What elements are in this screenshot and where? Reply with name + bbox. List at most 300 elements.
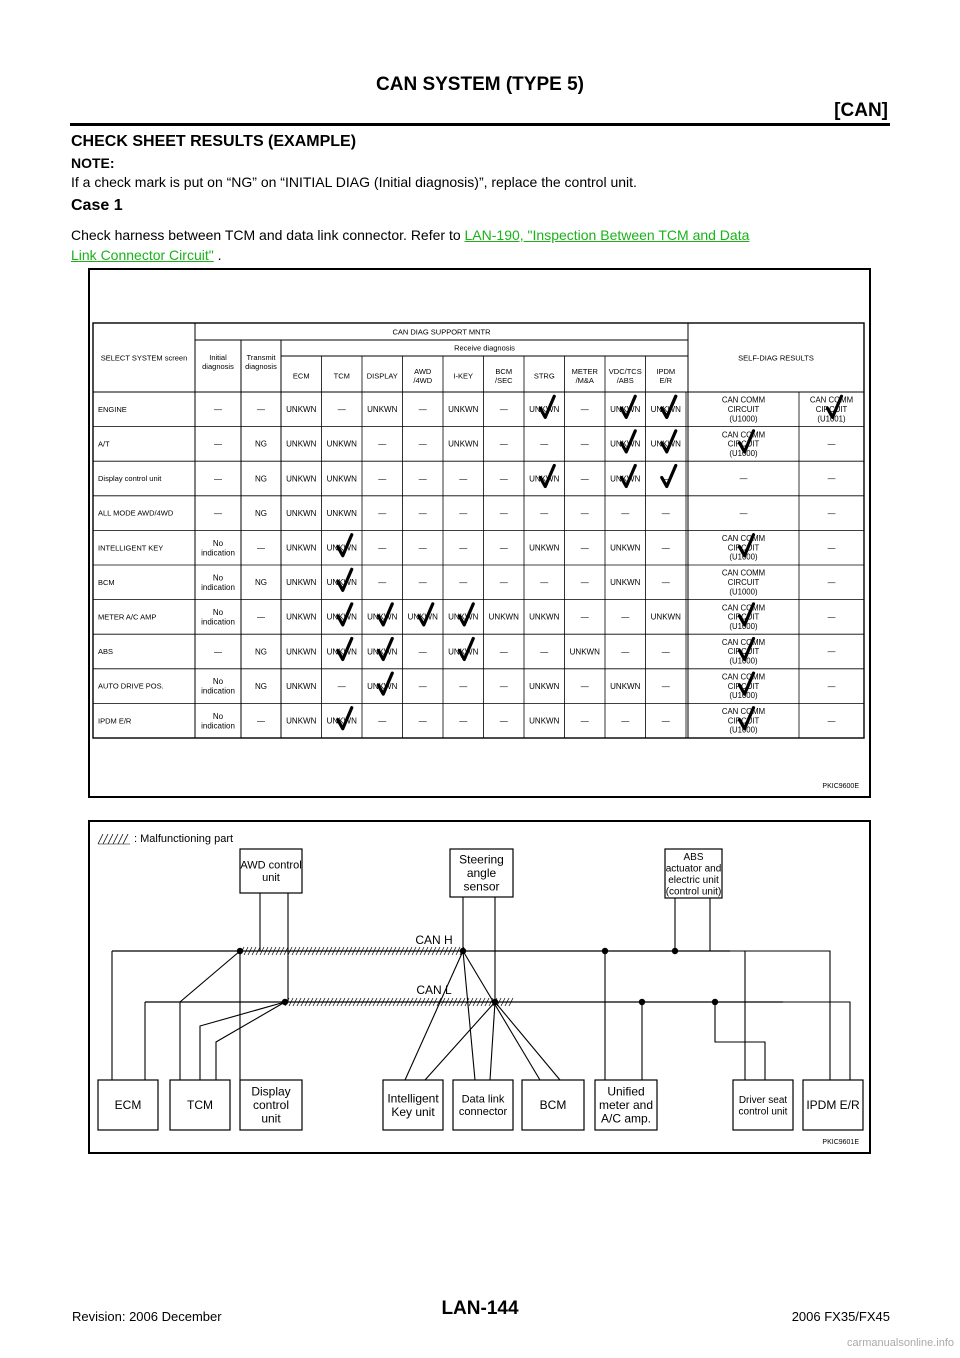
transmit-diagnosis-cell-line: — [257,612,265,622]
receive-diagnosis-cell-line: — [580,681,589,691]
receive-diagnosis-cell [459,509,467,518]
self-diag-result-1-line: (U1000) [729,552,758,562]
self-diag-result-1-line: — [739,508,748,518]
receive-diagnosis-cell [529,613,559,622]
self-diag-result-1 [722,534,765,562]
receive-diagnosis-cell [500,647,508,656]
receive-diagnosis-cell-line: — [580,508,589,518]
transmit-diagnosis-cell-line: NG [255,578,267,588]
receive-diagnosis-cell [378,509,386,518]
transmit-diagnosis-cell [255,647,267,656]
section-tag: [CAN] [834,100,888,121]
receive-diagnosis-cell-line: — [418,439,427,449]
receive-diagnosis-cell-line: UNKWN [569,647,600,657]
receive-diagnosis-cell [378,474,386,483]
receive-diagnosis-cell-line: UNKWN [326,647,357,657]
receive-diagnosis-cell-line: — [580,474,589,484]
receive-column-header-line: /ABS [616,376,634,386]
receive-diagnosis-cell [286,717,316,726]
can-h-label [415,933,452,947]
harness-wire [216,1002,285,1080]
receive-diagnosis-cell-line: — [418,543,427,553]
receive-diagnosis-cell-line: UNKWN [326,508,357,518]
receive-diagnosis-cell-line: UNKWN [367,647,398,657]
receive-diagnosis-cell-line: UNKWN [367,681,398,691]
self-diag-result-2 [828,716,836,725]
receive-column-header [334,372,350,381]
receive-diagnosis-cell-line: UNKWN [326,543,357,553]
hatch-line [113,834,118,844]
receive-diagnosis-cell-line: UNKWN [610,543,641,553]
harness-wire [715,1002,765,1080]
case-text-end: . [213,247,222,263]
receive-diagnosis-cell [419,682,427,691]
receive-diagnosis-cell-line: — [418,405,427,415]
harness-wire [180,951,240,1080]
receive-diagnosis-cell [327,474,357,483]
receive-diagnosis-cell [419,717,427,726]
display-control-unit-box-label-line: control [252,1098,290,1113]
receive-diagnosis-cell [459,578,467,587]
select-system-header-line: SELECT SYSTEM screen [100,353,188,363]
self-diag-header-line: SELF-DIAG RESULTS [738,353,814,363]
initial-diagnosis-cell [201,573,235,592]
table-row-name-line: ABS [98,647,114,657]
receive-diagnosis-cell-line: UNKWN [488,612,519,622]
page-title: CAN SYSTEM (TYPE 5) [376,74,584,95]
can-diagram-figure [88,820,871,1154]
receive-diagnosis-cell [367,405,397,414]
receive-diagnosis-cell-line: — [418,474,427,484]
self-diag-result-2 [828,578,836,587]
self-diag-result-2-line: CAN COMM [809,395,854,405]
receive-diagnosis-cell-line: UNKWN [286,647,317,657]
receive-diagnosis-cell [378,440,386,449]
receive-diagnosis-cell-line: — [540,578,549,588]
transmit-diagnosis-header-line: diagnosis [245,362,277,372]
receive-diagnosis-cell [662,544,670,553]
hatch-line [103,834,108,844]
receive-diagnosis-cell-line: — [459,716,468,726]
self-diag-result-1-line: (U1000) [729,448,758,458]
driver-seat-control-unit-box-label-line: control unit [738,1106,788,1118]
receive-column-header [413,367,432,385]
receive-diagnosis-cell-line: UNKWN [529,543,560,553]
harness-wire [463,951,475,1080]
receive-diagnosis-cell [540,440,548,449]
transmit-diagnosis-cell [255,509,267,518]
receive-diagnosis-cell-line: — [378,474,387,484]
receive-column-header [534,372,555,381]
receive-diagnosis-cell-line: — [418,508,427,518]
table-row-name-line: INTELLIGENT KEY [98,543,164,553]
receive-column-header-line: /M&A [575,376,594,386]
hatch-line [123,834,128,844]
receive-diagnosis-cell [500,544,508,553]
receive-diagnosis-cell-line: — [459,474,468,484]
receive-diagnosis-cell-line: — [661,681,670,691]
self-diag-result-1-line: CAN COMM [721,568,766,578]
receive-diagnosis-cell [610,578,640,587]
self-diag-result-1-line: (U1000) [729,725,758,735]
self-diag-result-2-line: — [827,543,836,553]
self-diag-result-1-line: CIRCUIT [727,578,760,588]
receive-diagnosis-cell-line: — [621,612,630,622]
note-text: If a check mark is put on “NG” on “INITIAL DIAG (Initial diagnosis)”, replace the control unit. [71,174,637,190]
display-control-unit-box-label-line: Display [251,1084,291,1099]
figure-id: PKIC9601E [822,1139,859,1146]
self-diag-result-1-line: — [739,474,748,484]
receive-diagnosis-cell [419,544,427,553]
steering-angle-sensor-box-label-line: Steering [459,852,504,867]
transmit-diagnosis-cell [257,405,265,414]
ecm-box-label [115,1098,142,1112]
receive-diagnosis-cell-line: — [499,474,508,484]
self-diag-result-1-line: (U1000) [729,587,758,597]
hatch-line [98,834,103,844]
junction-dot [602,948,608,954]
receive-diagnosis-cell-line: — [499,681,508,691]
receive-diagnosis-cell [286,440,316,449]
malfunction-legend-icon [98,834,130,844]
self-diag-result-1-line: CAN COMM [721,395,766,405]
figure-id: PKIC9600E [822,783,859,790]
self-diag-result-1-line: CIRCUIT [727,405,760,415]
case-text [71,225,901,265]
receive-diagnosis-cell [529,682,559,691]
receive-diagnosis-cell [327,509,357,518]
receive-diagnosis-cell [621,613,629,622]
table-row-name [98,509,174,518]
table-row-name [98,613,156,622]
receive-column-header [367,372,398,381]
receive-column-header-line: DISPLAY [366,371,398,381]
self-diag-result-1 [722,603,765,631]
receive-diagnosis-cell [378,717,386,726]
initial-diagnosis-cell [214,440,222,449]
self-diag-result-1-line: (U1000) [729,414,758,424]
receive-diagnosis-cell [286,647,316,656]
receive-diagnosis-cell-line: UNKWN [286,681,317,691]
self-diag-result-2-line: — [827,439,836,449]
receive-diagnosis-cell [286,509,316,518]
receive-diagnosis-cell [500,717,508,726]
data-link-connector-box-label [459,1094,508,1119]
self-diag-result-2 [828,682,836,691]
receive-column-header-line: /SEC [494,376,513,386]
receive-diagnosis-cell [610,544,640,553]
table-row-name-line: METER A/C AMP [98,612,157,622]
unified-meter-box-label-line: A/C amp. [600,1111,652,1126]
bcm-box-label [540,1098,567,1112]
self-diag-result-2 [810,396,853,424]
ipdm-er-box-label [806,1098,860,1112]
table-row-name [98,578,115,587]
receive-diagnosis-cell-line: UNKWN [286,405,317,415]
receive-diagnosis-cell-line: UNKWN [367,405,398,415]
data-link-connector-box-label-line: Data link [461,1093,505,1106]
check-sheet-table [90,270,869,796]
receive-diagnosis-cell-line: — [459,543,468,553]
initial-diagnosis-cell [201,712,235,731]
receive-diagnosis-cell [419,509,427,518]
watermark: carmanualsonline.info [846,1337,954,1349]
select-system-header [101,354,188,363]
receive-diagnosis-cell-line: — [661,578,670,588]
legend-text-line: : Malfunctioning part [134,832,234,845]
table-row-name-line: BCM [98,577,115,587]
receive-diagnosis-cell-line: — [337,405,346,415]
self-diag-result-1 [722,707,765,735]
transmit-diagnosis-cell-line: NG [255,474,267,484]
case-heading: Case 1 [71,197,123,214]
reference-link-line1: LAN-190, "Inspection Between TCM and Data [464,227,750,243]
receive-diagnosis-cell [378,544,386,553]
initial-diagnosis-cell [214,647,222,656]
table-row-name-line: A/T [98,439,110,449]
receive-diagnosis-cell-line: — [580,543,589,553]
self-diag-result-1 [722,430,765,458]
can-l-label [416,983,452,997]
receive-diagnosis-cell-line: — [661,647,670,657]
legend-text [134,833,233,845]
receive-diagnosis-cell [662,578,670,587]
receive-diagnosis-cell-line: UNKWN [610,439,641,449]
receive-diagnosis-cell-line: — [540,439,549,449]
check-sheet-figure [88,268,871,798]
table-row-name [98,647,113,656]
initial-diagnosis-cell-line: indication [201,617,235,627]
self-diag-result-1 [722,569,765,597]
self-diag-result-2 [828,543,836,552]
receive-diagnosis-cell [529,544,559,553]
receive-diagnosis-cell [286,405,316,414]
receive-diagnosis-cell-line: — [499,578,508,588]
abs-actuator-box-label-line: actuator and [665,863,722,875]
receive-column-header-line: BCM [495,367,513,377]
self-diag-result-2-line: — [827,716,836,726]
receive-diagnosis-cell [338,682,346,691]
receive-diagnosis-cell [540,509,548,518]
harness-wire [405,951,463,1080]
can-diag-header [392,328,491,337]
receive-diagnosis-cell [286,474,316,483]
receive-diagnosis-cell-line: — [499,543,508,553]
hatch-line [118,834,123,844]
self-diag-result-2-line: — [827,681,836,691]
self-diag-result-1 [722,673,765,701]
table-row-name-line: AUTO DRIVE POS. [98,681,164,691]
receive-diagnosis-cell [581,613,589,622]
self-diag-result-2 [828,474,836,483]
receive-diagnosis-cell [489,613,519,622]
receive-diagnosis-cell-line: UNKWN [448,439,479,449]
receive-diagnosis-cell-line: — [499,647,508,657]
initial-diagnosis-cell-line: No [212,711,224,721]
footer-page-number: LAN-144 [441,1298,519,1319]
driver-seat-control-unit-box-label [739,1095,788,1118]
receive-diagnosis-cell-line: — [337,681,346,691]
transmit-diagnosis-cell [255,474,267,483]
receive-diagnosis-cell [662,509,670,518]
receive-diagnosis-cell [621,717,629,726]
abs-actuator-box-label-line: electric unit [668,874,719,886]
receive-diagnosis-cell [581,405,589,414]
receive-diagnosis-cell-line: — [540,647,549,657]
receive-diagnosis-cell [459,682,467,691]
receive-diagnosis-cell [459,717,467,726]
receive-column-header [495,367,513,385]
receive-diagnosis-cell-line: — [621,647,630,657]
self-diag-result-2-line: — [827,612,836,622]
receive-diagnosis-cell [581,509,589,518]
receive-diagnosis-cell-line: UNKWN [610,578,641,588]
initial-diagnosis-cell-line: — [214,508,222,518]
receive-diagnosis-cell-line: — [378,716,387,726]
intelligent-key-unit-box-label [387,1091,439,1119]
harness-wire [463,951,540,1080]
harness-wire [490,1002,495,1080]
receive-diagnosis-cell [621,509,629,518]
initial-diagnosis-cell-line: No [212,573,224,583]
receive-diagnosis-cell-line: UNKWN [326,612,357,622]
self-diag-result-1 [722,396,765,424]
receive-column-header-line: /4WD [413,376,433,386]
receive-diagnosis-cell [448,405,478,414]
receive-diagnosis-cell [621,647,629,656]
harness-wire [200,1002,285,1080]
receive-diagnosis-cell-line: — [661,716,670,726]
receive-diagnosis-cell [500,440,508,449]
table-row-name-line: Display control unit [98,474,162,484]
receive-diagnosis-cell-line: UNKWN [286,439,317,449]
receive-diagnosis-cell [459,474,467,483]
initial-diagnosis-cell-line: No [212,538,224,548]
receive-diagnosis-cell-line: — [580,439,589,449]
transmit-diagnosis-cell-line: NG [255,508,267,518]
can-diag-header-line: CAN DIAG SUPPORT MNTR [392,327,491,337]
receive-diagnosis-cell-line: UNKWN [326,474,357,484]
self-diag-result-2 [828,647,836,656]
table-row-name-line: ALL MODE AWD/4WD [98,508,174,518]
receive-diagnosis-cell [338,405,346,414]
receive-diagnosis-cell [327,440,357,449]
ecm-box-label-line: ECM [114,1098,142,1113]
receive-diagnosis-cell-line: UNKWN [448,647,479,657]
tcm-box-label [187,1098,213,1112]
intelligent-key-unit-box-label-line: Intelligent [387,1091,439,1106]
receive-diagnosis-cell-line: — [418,716,427,726]
table-row-name [98,716,132,725]
receive-diagnosis-cell-line: UNKWN [286,578,317,588]
malfunction-hatch [285,998,513,1006]
receive-diagnosis-cell-line: UNKWN [529,681,560,691]
initial-diagnosis-cell-line: — [214,647,222,657]
receive-diagnosis-cell-line: UNKWN [326,716,357,726]
receive-diagnosis-cell-line: — [459,508,468,518]
transmit-diagnosis-cell [255,682,267,691]
receive-diagnosis-cell-line: — [580,578,589,588]
receive-diagnosis-cell-line: UNKWN [286,508,317,518]
receive-diagnosis-cell [419,578,427,587]
initial-diagnosis-cell-line: indication [201,686,235,696]
receive-diagnosis-cell-line: UNKWN [529,716,560,726]
header-rule [70,123,890,126]
transmit-diagnosis-cell [255,578,267,587]
receive-diagnosis-cell-line: — [580,612,589,622]
receive-column-header [293,372,310,381]
can-l-label-line: CAN L [416,983,452,998]
self-diag-result-2-line: (U1001) [817,414,846,424]
table-row-name-line: ENGINE [98,404,127,414]
receive-diagnosis-cell-line: UNKWN [529,612,560,622]
receive-diagnosis-cell [419,405,427,414]
receive-diagnosis-cell [448,440,478,449]
self-diag-result-1 [740,474,748,483]
can-wiring-diagram [90,822,869,1152]
receive-diagnosis-cell-line: UNKWN [448,612,479,622]
transmit-diagnosis-cell-line: — [257,405,265,415]
footer-revision: Revision: 2006 December [72,1309,222,1324]
receive-diagnosis-cell-line: — [499,716,508,726]
receive-diagnosis-cell-line: — [661,543,670,553]
receive-column-header [572,367,599,385]
receive-column-header-line: TCM [333,371,350,381]
receive-diagnosis-cell-line: UNKWN [610,681,641,691]
bcm-box-label-line: BCM [539,1098,567,1113]
can-h-label-line: CAN H [415,933,453,948]
self-diag-result-1-line: CIRCUIT [727,439,760,449]
receive-diagnosis-cell [286,613,316,622]
receive-diagnosis-cell [662,647,670,656]
receive-diagnosis-cell-line: UNKWN [650,612,681,622]
steering-angle-sensor-box-label-line: angle [466,866,497,881]
receive-diagnosis-cell [286,682,316,691]
table-row-name [98,543,163,552]
unified-meter-box-label-line: Unified [607,1084,645,1099]
self-diag-result-1-line: (U1000) [729,621,758,631]
receive-diagnosis-header-line: Receive diagnosis [454,343,515,353]
self-diag-result-1-line: CAN COMM [721,672,766,682]
table-row-name [98,440,110,449]
receive-diagnosis-cell [419,647,427,656]
receive-diagnosis-cell-line: UNKWN [650,439,681,449]
receive-diagnosis-cell [540,578,548,587]
table-row-name-line: IPDM E/R [98,716,132,726]
self-diag-result-2 [828,509,836,518]
self-diag-result-1-line: CIRCUIT [727,681,760,691]
transmit-diagnosis-header-line: Transmit [246,353,276,363]
receive-diagnosis-cell-line: — [499,439,508,449]
receive-diagnosis-cell [581,474,589,483]
receive-diagnosis-cell-line: UNKWN [367,612,398,622]
transmit-diagnosis-cell [255,440,267,449]
receive-diagnosis-cell [378,578,386,587]
tcm-box-label-line: TCM [187,1098,213,1113]
self-diag-result-1-line: CIRCUIT [727,647,760,657]
receive-diagnosis-cell-line: UNKWN [610,474,641,484]
receive-diagnosis-cell-line: — [378,508,387,518]
self-diag-result-1-line: CAN COMM [721,534,766,544]
receive-diagnosis-cell-line: UNKWN [326,439,357,449]
table-row-name [98,474,162,483]
table-row-name [98,682,164,691]
initial-diagnosis-cell-line: indication [201,582,235,592]
junction-dot [672,948,678,954]
receive-diagnosis-cell [651,613,681,622]
receive-diagnosis-cell [529,717,559,726]
receive-diagnosis-cell-line: UNKWN [650,405,681,415]
